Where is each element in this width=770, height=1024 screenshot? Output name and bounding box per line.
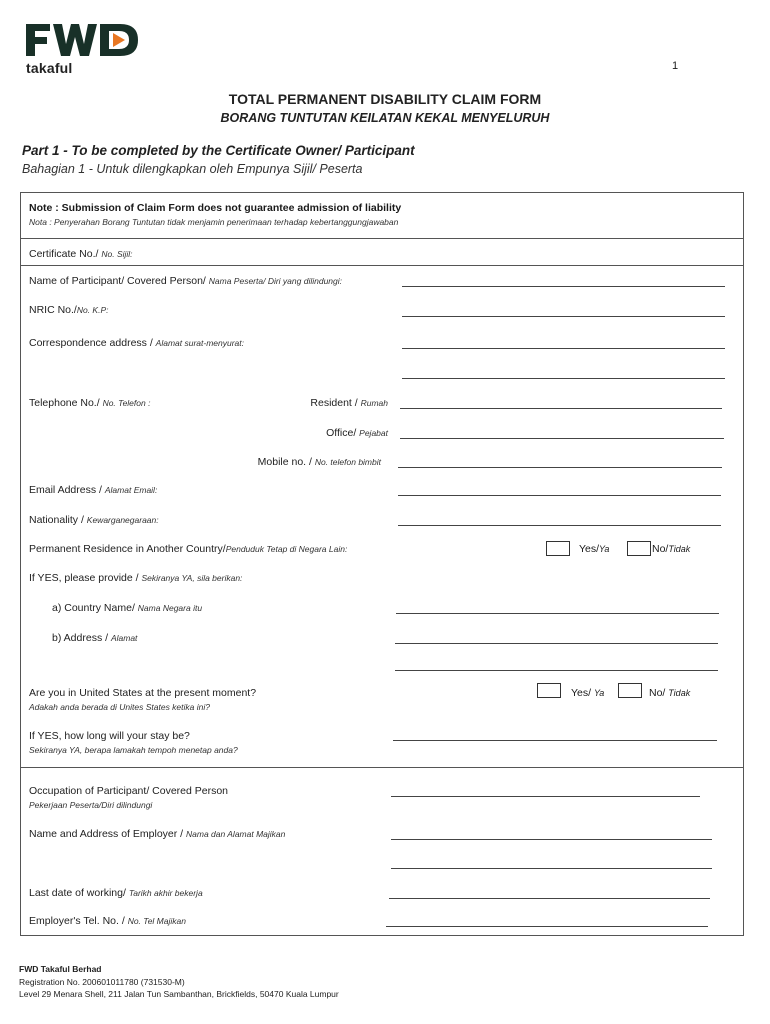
nationality-label: Nationality / Kewarganegaraan: [29, 514, 159, 526]
part-heading: Part 1 - To be completed by the Certificate Owner/ Participant [22, 143, 415, 158]
last-working-label: Last date of working/ Tarikh akhir bekerja [29, 887, 203, 899]
mobile-label: Mobile no. / No. telefon bimbit [257, 456, 381, 468]
divider [20, 265, 744, 266]
note-text: Note : Submission of Claim Form does not guarantee admission of liability [29, 202, 402, 214]
nationality-field[interactable] [398, 525, 721, 526]
employer-tel-field[interactable] [386, 926, 708, 927]
yes-option-label: Yes/ Ya [571, 687, 605, 699]
in-us-label: Are you in United States at the present moment? [29, 687, 257, 699]
telephone-label: Telephone No./ No. Telefon : [29, 397, 151, 409]
resident-phone-field[interactable] [400, 408, 722, 409]
employer-tel-label: Employer's Tel. No. / No. Tel Majikan [29, 915, 186, 927]
last-working-field[interactable] [389, 898, 710, 899]
address-field-line2[interactable] [402, 378, 725, 379]
employer-label: Name and Address of Employer / Nama dan Alamat Majikan [29, 828, 286, 840]
country-name-field[interactable] [396, 613, 719, 614]
occupation-label: Occupation of Participant/ Covered Person [29, 785, 229, 797]
permanent-residence-label: Permanent Residence in Another Country/Penduduk Tetap di Negara Lain: [29, 543, 348, 555]
sub-address-label: b) Address / Alamat [52, 632, 138, 644]
participant-name-label: Name of Participant/ Covered Person/ Nama Peserta/ Diri yang dilindungi: [29, 275, 342, 287]
footer-company: FWD Takaful Berhad [19, 964, 102, 974]
email-field[interactable] [398, 495, 721, 496]
office-label: Office/ Pejabat [326, 427, 388, 439]
stay-length-label: If YES, how long will your stay be? [29, 730, 190, 742]
employer-field-line2[interactable] [391, 868, 712, 869]
permanent-residence-no-checkbox[interactable] [627, 541, 651, 556]
form-title-malay: BORANG TUNTUTAN KEILATAN KEKAL MENYELURUH [220, 111, 550, 125]
yes-option-label: Yes/Ya [579, 543, 610, 555]
nric-field[interactable] [402, 316, 725, 317]
divider [20, 767, 744, 768]
in-us-yes-checkbox[interactable] [537, 683, 561, 698]
certificate-no-label: Certificate No./ No. Sijil: [29, 248, 133, 260]
sub-address-field-line2[interactable] [395, 670, 718, 671]
divider [20, 238, 744, 239]
occupation-field[interactable] [391, 796, 700, 797]
permanent-residence-yes-checkbox[interactable] [546, 541, 570, 556]
logo-subtitle: takaful [26, 60, 73, 76]
in-us-no-checkbox[interactable] [618, 683, 642, 698]
note-text-malay: Nota : Penyerahan Borang Tuntutan tidak menjamin penerimaan terhadap kebertanggungjawaban [29, 217, 399, 227]
nric-label: NRIC No./No. K.P: [29, 304, 109, 316]
mobile-phone-field[interactable] [398, 467, 722, 468]
part-heading-malay: Bahagian 1 - Untuk dilengkapkan oleh Empunya Sijil/ Peserta [22, 162, 363, 176]
address-label: Correspondence address / Alamat surat-menyurat: [29, 337, 245, 349]
no-option-label: No/Tidak [652, 543, 691, 555]
if-yes-provide-label: If YES, please provide / Sekiranya YA, sila berikan: [29, 572, 243, 584]
stay-length-field[interactable] [393, 740, 717, 741]
form-section-box [20, 192, 744, 936]
employer-field-line1[interactable] [391, 839, 712, 840]
occupation-label-malay: Pekerjaan Peserta/Diri dilindungi [29, 800, 153, 810]
email-label: Email Address / Alamat Email: [29, 484, 158, 496]
in-us-label-malay: Adakah anda berada di Unites States ketika ini? [29, 702, 210, 712]
form-title: TOTAL PERMANENT DISABILITY CLAIM FORM [228, 91, 542, 107]
sub-address-field-line1[interactable] [395, 643, 718, 644]
participant-name-field[interactable] [402, 286, 725, 287]
fwd-logo-mark [26, 20, 146, 60]
office-phone-field[interactable] [400, 438, 724, 439]
footer-address: Level 29 Menara Shell, 211 Jalan Tun Sambanthan, Brickfields, 50470 Kuala Lumpur [19, 989, 339, 999]
no-option-label: No/ Tidak [649, 687, 691, 699]
stay-length-label-malay: Sekiranya YA, berapa lamakah tempoh menetap anda? [29, 745, 238, 755]
country-name-label: a) Country Name/ Nama Negara itu [52, 602, 203, 614]
fwd-takaful-logo [26, 20, 146, 76]
page-number: 1 [672, 60, 679, 72]
address-field-line1[interactable] [402, 348, 725, 349]
resident-label: Resident / Rumah [310, 397, 388, 409]
footer-registration: Registration No. 200601011780 (731530-M) [19, 977, 185, 987]
